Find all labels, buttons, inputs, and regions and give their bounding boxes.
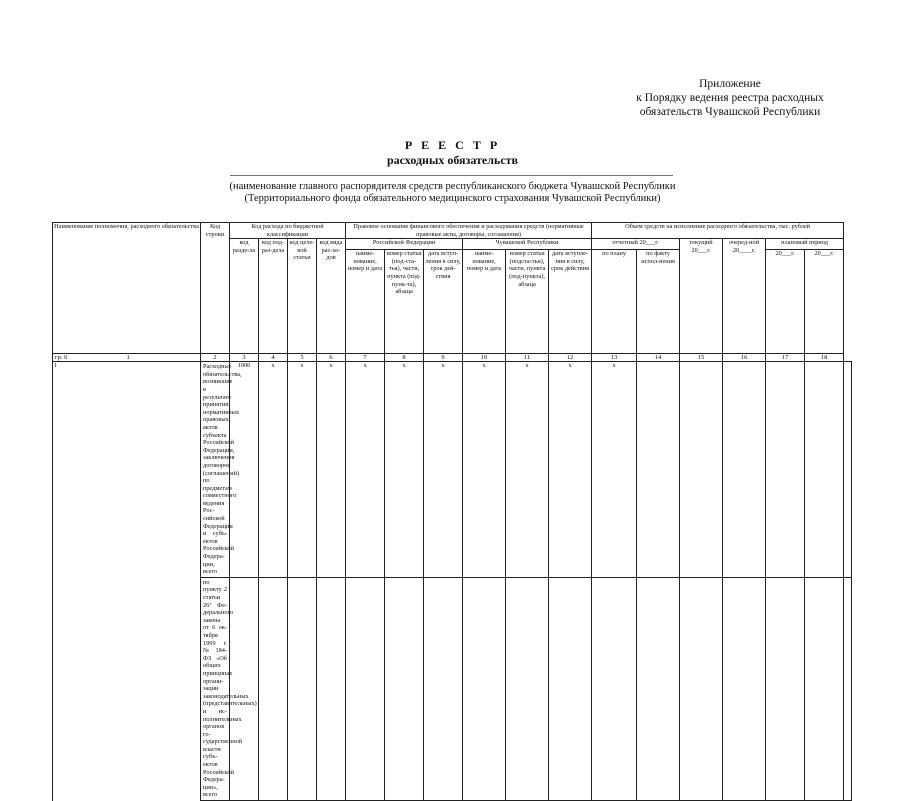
column-number-cell: 16 — [723, 354, 766, 362]
column-number-cell: 4 — [259, 354, 288, 362]
column-number-cell: 3 — [230, 354, 259, 362]
value-cell — [766, 362, 805, 578]
value-cell — [637, 577, 680, 800]
appendix-line-3: обязательств Чувашской Республики — [639, 106, 821, 118]
column-number-label: гр. 0 — [55, 354, 68, 362]
column-number-cell: 15 — [680, 354, 723, 362]
mark-cell: x — [288, 362, 317, 578]
column-number-cell: 18 — [805, 354, 844, 362]
column-number-cell: 14 — [637, 354, 680, 362]
mark-cell: x — [385, 362, 424, 578]
column-number-row — [53, 354, 852, 362]
column-number-cell: 2 — [201, 354, 230, 362]
row-number: 1 — [53, 362, 201, 578]
mark-cell: x — [259, 362, 288, 578]
value-cell — [680, 577, 723, 800]
value-cell — [805, 362, 844, 578]
header-code-type: код вида рас-хо-дов — [317, 239, 346, 354]
value-cell — [637, 362, 680, 578]
mark-cell: x — [549, 362, 592, 578]
value-cell — [723, 362, 766, 578]
header-cr-date: дата вступле-ния в силу, срок действия — [549, 250, 592, 354]
row-description: Расходные обязательства, возникшие в результате принятия нормативных правовых актов субъекта Российской Федерации, заключения договоров (соглашений) по предметам совместного ведения Рос-сийской Федерации и субъ-ектов Российской Федера-ции, всего — [201, 362, 230, 578]
column-number-cell: 17 — [766, 354, 805, 362]
header-rf-name: наиме-нование, номер и дата — [346, 250, 385, 354]
empty-cell — [317, 577, 346, 800]
name-caption-line-2: (Территориального фонда обязательного медицинского страхования Чувашской Республики) — [244, 193, 661, 204]
empty-cell — [592, 577, 637, 800]
name-fill-line — [230, 175, 673, 176]
mark-cell: x — [317, 362, 346, 578]
header-rf-date: дата вступ-ления в силу, срок дей-ствия — [424, 250, 463, 354]
column-number-cell: 8 — [385, 354, 424, 362]
document-title: Р Е Е С Т Р — [404, 138, 501, 152]
empty-cell — [506, 577, 549, 800]
column-number-cell: 6 — [317, 354, 346, 362]
value-cell — [844, 577, 852, 800]
header-legal-basis: Правовое основание финансового обеспечения и расходования средств (нормативные правовые акты, договоры, соглашения) — [346, 223, 592, 239]
header-planning-period: плановый период — [766, 239, 844, 250]
header-budget-class: Код расхода по бюджетной классификации — [230, 223, 346, 239]
value-cell — [723, 577, 766, 800]
column-number-cell: 5 — [288, 354, 317, 362]
column-number-cell: 9 — [424, 354, 463, 362]
name-caption — [0, 181, 905, 205]
header-volume: Объем средств на исполнение расходного обязательства, тыс. рублей — [592, 223, 844, 239]
header-code-row: Код строки — [201, 223, 230, 354]
value-cell — [805, 577, 844, 800]
mark-cell: x — [424, 362, 463, 578]
header-russian-federation: Российской Федерации — [346, 239, 463, 250]
header-code-subsection: код под-раз-дела — [259, 239, 288, 354]
row-code — [230, 577, 259, 800]
row-number — [53, 577, 201, 800]
header-plan-year-2: 20___г. — [805, 250, 844, 354]
value-cell — [844, 362, 852, 578]
empty-cell — [259, 577, 288, 800]
mark-cell: x — [592, 362, 637, 578]
header-name: Наименование полномочия, расходного обязательства — [53, 223, 201, 354]
value-cell — [680, 362, 723, 578]
column-number-cell: 11 — [506, 354, 549, 362]
header-next-year: очеред-ной 20____г. — [723, 239, 766, 354]
column-number-cell: 12 — [549, 354, 592, 362]
empty-cell — [424, 577, 463, 800]
header-cr-article: номер статьи (подста-тьи), части, пункта (под-пункта), абзаца — [506, 250, 549, 354]
header-code-target: код целе-вой статьи — [288, 239, 317, 354]
empty-cell — [463, 577, 506, 800]
appendix-block — [600, 77, 860, 119]
header-code-section: код разде-ла — [230, 239, 259, 354]
mark-cell: x — [463, 362, 506, 578]
document-subtitle: расходных обязательств — [386, 153, 519, 167]
header-plan-year-1: 20___г. — [766, 250, 805, 354]
empty-cell — [385, 577, 424, 800]
row-code: 1000 — [230, 362, 259, 578]
mark-cell: x — [506, 362, 549, 578]
appendix-line-2: к Порядку ведения реестра расходных — [636, 92, 824, 104]
column-number-cell: 7 — [346, 354, 385, 362]
column-number-cell: 10 — [463, 354, 506, 362]
name-caption-line-1: (наименование главного распорядителя средств республиканского бюджета Чувашской Республики — [229, 181, 676, 192]
value-cell — [766, 577, 805, 800]
empty-cell — [549, 577, 592, 800]
mark-cell: x — [346, 362, 385, 578]
row-description: по пункту 2 статьи 26⁷ Фе-дерального закона от 6 ок-тября 1999 г. № 184-ФЗ «Об общих принципах органи-зации законодательных (представительных) и ис-полнительных органов го-сударственной власти субъ-ектов Российской Федера-ции», всего — [201, 577, 230, 800]
table-row — [53, 362, 852, 578]
column-number-cell — [53, 354, 201, 362]
header-current-year: текущий 20___г. — [680, 239, 723, 354]
column-number-cell: 13 — [592, 354, 637, 362]
empty-cell — [288, 577, 317, 800]
header-chuvash-republic: Чувашской Республики — [463, 239, 592, 250]
header-cr-name: наиме-нование, номер и дата — [463, 250, 506, 354]
table-row — [53, 577, 852, 800]
header-reporting-year: отчетный 20___г. — [592, 239, 680, 250]
appendix-line-1: Приложение — [699, 78, 761, 90]
header-rf-article: номер статьи (под-ста-тья), части, пункта (под-пунк-та), абзаца — [385, 250, 424, 354]
header-by-plan: по плану — [592, 250, 637, 354]
column-number-label: 1 — [126, 354, 130, 362]
register-table — [52, 222, 852, 801]
empty-cell — [346, 577, 385, 800]
header-by-fact: по факту испол-нения — [637, 250, 680, 354]
